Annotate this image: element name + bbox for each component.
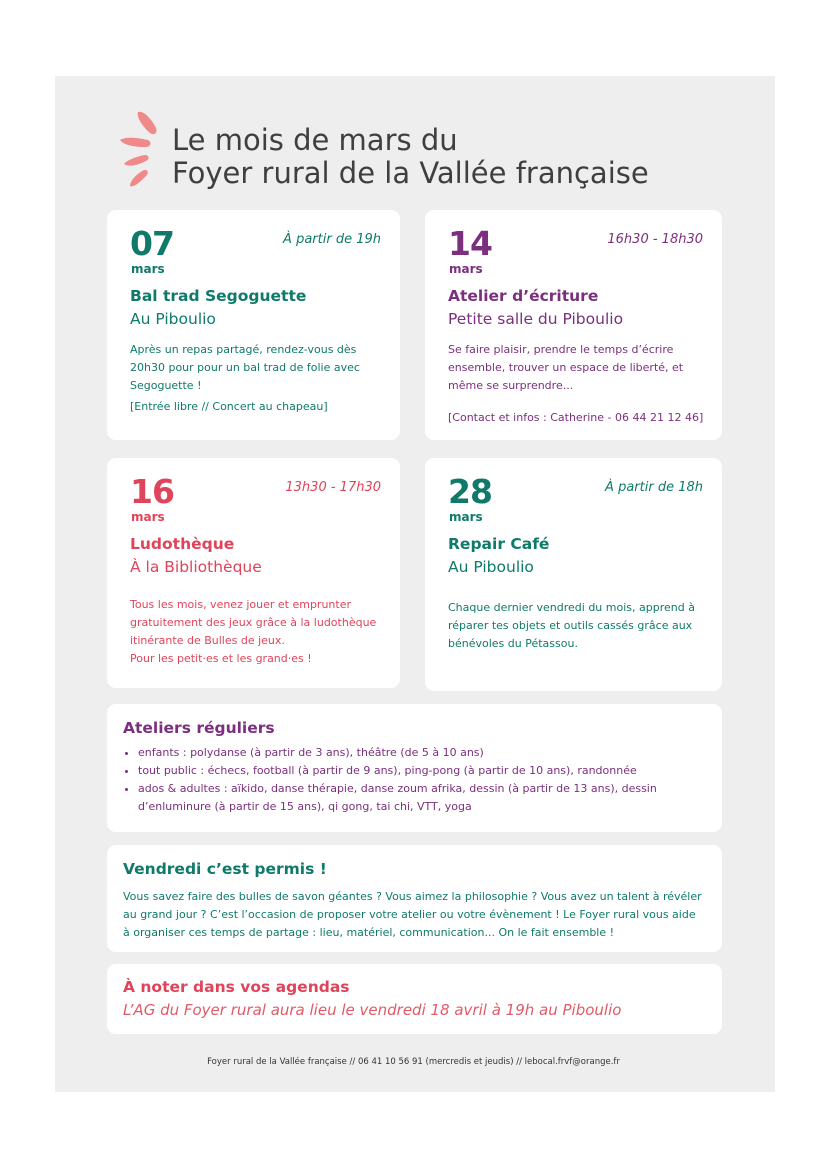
event-title: Repair Café: [448, 535, 550, 553]
event-month: mars: [449, 510, 483, 524]
event-card-atelier-ecriture: [425, 210, 722, 440]
desc-line: itinérante de Bulles de jeux.: [130, 634, 285, 647]
footer-contact: Foyer rural de la Vallée française // 06 41 10 56 91 (mercredis et jeudis) // lebocal.frvf@orange.fr: [207, 1057, 620, 1067]
desc-line: Pour les petit·es et les grand·es !: [130, 652, 312, 665]
desc-line: Tous les mois, venez jouer et emprunter: [130, 598, 351, 611]
event-title: Bal trad Segoguette: [130, 287, 307, 305]
event-day: 14: [448, 224, 492, 263]
paragraph-line: au grand jour ? C’est l’occasion de proposer votre atelier ou votre évènement ! Le Foyer rural vous aide: [123, 908, 696, 921]
section-title: Vendredi c’est permis !: [123, 860, 327, 878]
ateliers-list: [123, 744, 657, 816]
event-month: mars: [449, 262, 483, 276]
desc-line: Se faire plaisir, prendre le temps d’écrire: [448, 343, 674, 356]
event-card-ludotheque: [107, 458, 400, 688]
event-day: 16: [130, 472, 174, 511]
list-item: [138, 780, 657, 816]
event-note: [Contact et infos : Catherine - 06 44 21 12 46]: [448, 411, 704, 424]
desc-line: Segoguette !: [130, 379, 202, 392]
event-month: mars: [131, 262, 165, 276]
event-title: Ludothèque: [130, 535, 235, 553]
event-description: [130, 341, 380, 395]
event-note: [Entrée libre // Concert au chapeau]: [130, 400, 328, 413]
event-time: À partir de 19h: [283, 232, 381, 247]
section-ateliers-reguliers: [107, 704, 722, 832]
section-title: Ateliers réguliers: [123, 719, 275, 737]
list-item: • tout public : échecs, football (à partir de 9 ans), ping-pong (à partir de 10 ans), randonnée: [138, 762, 657, 780]
desc-line: Après un repas partagé, rendez-vous dès: [130, 343, 357, 356]
event-card-bal-trad: [107, 210, 400, 440]
event-description: [130, 596, 390, 668]
section-vendredi-permis: [107, 845, 722, 952]
page-title-line2: Foyer rural de la Vallée française: [172, 156, 649, 190]
list-item-line: d’enluminure (à partir de 15 ans), qi gong, tai chi, VTT, yoga: [138, 800, 472, 813]
section-agenda: [107, 964, 722, 1034]
paragraph-line: à organiser ces temps de partage : lieu, matériel, communication... On le fait ensemble !: [123, 926, 615, 939]
page-title: [172, 124, 649, 190]
event-description: [448, 341, 698, 395]
event-place: À la Bibliothèque: [130, 558, 262, 576]
desc-line: Chaque dernier vendredi du mois, apprend à: [448, 601, 695, 614]
event-title: Atelier d’écriture: [448, 287, 599, 305]
event-time: 16h30 - 18h30: [607, 232, 703, 247]
desc-line: bénévoles du Pétassou.: [448, 637, 578, 650]
desc-line: 20h30 pour pour un bal trad de folie avec: [130, 361, 360, 374]
section-title: À noter dans vos agendas: [123, 978, 350, 996]
desc-line: même se surprendre...: [448, 379, 574, 392]
event-place: Petite salle du Piboulio: [448, 310, 624, 328]
desc-line: réparer tes objets et outils cassés grâce aux: [448, 619, 693, 632]
section-paragraph: [123, 888, 713, 942]
desc-line: ensemble, trouver un espace de liberté, et: [448, 361, 684, 374]
sunburst-logo-icon: [118, 106, 168, 192]
event-day: 28: [448, 472, 492, 511]
event-time: À partir de 18h: [605, 480, 703, 495]
event-place: Au Piboulio: [130, 310, 216, 328]
agenda-text: L’AG du Foyer rural aura lieu le vendredi 18 avril à 19h au Piboulio: [123, 1001, 622, 1019]
list-item-line: ados & adultes : aïkido, danse thérapie, danse zoum afrika, dessin (à partir de 13 ans), dessin: [138, 782, 657, 795]
event-description: [448, 599, 713, 653]
event-month: mars: [131, 510, 165, 524]
event-day: 07: [130, 224, 174, 263]
paragraph-line: Vous savez faire des bulles de savon géantes ? Vous aimez la philosophie ? Vous avez un talent à révéler: [123, 890, 702, 903]
page-title-line1: Le mois de mars du: [172, 123, 458, 157]
event-time: 13h30 - 17h30: [285, 480, 381, 495]
event-place: Au Piboulio: [448, 558, 534, 576]
list-item: • enfants : polydanse (à partir de 3 ans), théâtre (de 5 à 10 ans): [138, 744, 657, 762]
event-card-repair-cafe: [425, 458, 722, 691]
desc-line: gratuitement des jeux grâce à la ludothèque: [130, 616, 377, 629]
